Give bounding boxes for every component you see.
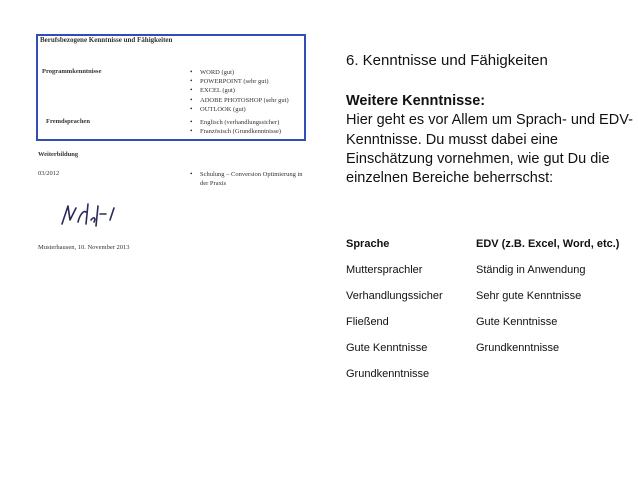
list-item: • Französisch (Grundkenntnisse)	[200, 127, 281, 136]
list-item: • EXCEL (gut)	[200, 86, 289, 95]
place-date: Musterhausen, 10. November 2013	[38, 244, 130, 251]
table-row	[346, 316, 636, 330]
table-row	[346, 342, 636, 356]
list-item: • POWERPOINT (sehr gut)	[200, 77, 289, 86]
table-cell: Gute Kenntnisse	[476, 316, 558, 328]
table-row	[346, 368, 636, 382]
table-header: Sprache	[346, 238, 390, 250]
table-cell: Grundkenntnisse	[346, 368, 430, 380]
table-cell: Grundkenntnisse	[476, 342, 560, 354]
list-item: • ADOBE PHOTOSHOP (sehr gut)	[200, 96, 289, 105]
table-cell: Ständig in Anwendung	[476, 264, 586, 276]
languages-list	[190, 118, 281, 136]
training-title: Weiterbildung	[38, 151, 79, 158]
slide-body: Hier geht es vor Allem um Sprach- und EDV-Kenntnisse. Du musst dabei eine Einschätzung vornehmen, wie gut Du die einzelnen Bereiche beherrschst:	[346, 112, 633, 187]
table-cell: Gute Kenntnisse	[346, 342, 428, 354]
table-header: EDV (z.B. Excel, Word, etc.)	[476, 238, 620, 250]
list-item: • WORD (gut)	[200, 68, 289, 77]
table-cell: Verhandlungssicher	[346, 290, 443, 302]
cv-section-title: Berufsbezogene Kenntnisse und Fähigkeiten	[40, 36, 173, 44]
training-list	[190, 170, 312, 188]
table-cell: Muttersprachler	[346, 264, 423, 276]
slide-heading: Weitere Kenntnisse:	[346, 93, 486, 109]
list-item: • Schulung – Conversion Optimierung in der Praxis	[200, 170, 312, 188]
languages-label: Fremdsprachen	[46, 118, 90, 125]
slide-title: 6. Kenntnisse und Fähigkeiten	[346, 52, 548, 69]
training-date: 03/2012	[38, 170, 60, 177]
table-header-row	[346, 238, 636, 252]
programs-label: Programmkenntnisse	[42, 68, 102, 75]
table-row	[346, 264, 636, 278]
table-row	[346, 290, 636, 304]
slide-paragraph	[346, 92, 636, 188]
table-cell: Sehr gute Kenntnisse	[476, 290, 582, 302]
list-item: • OUTLOOK (gut)	[200, 105, 289, 114]
list-item: • Englisch (verhandlungssicher)	[200, 118, 281, 127]
signature-image	[58, 200, 128, 228]
programs-list	[190, 68, 289, 114]
table-cell: Fließend	[346, 316, 389, 328]
